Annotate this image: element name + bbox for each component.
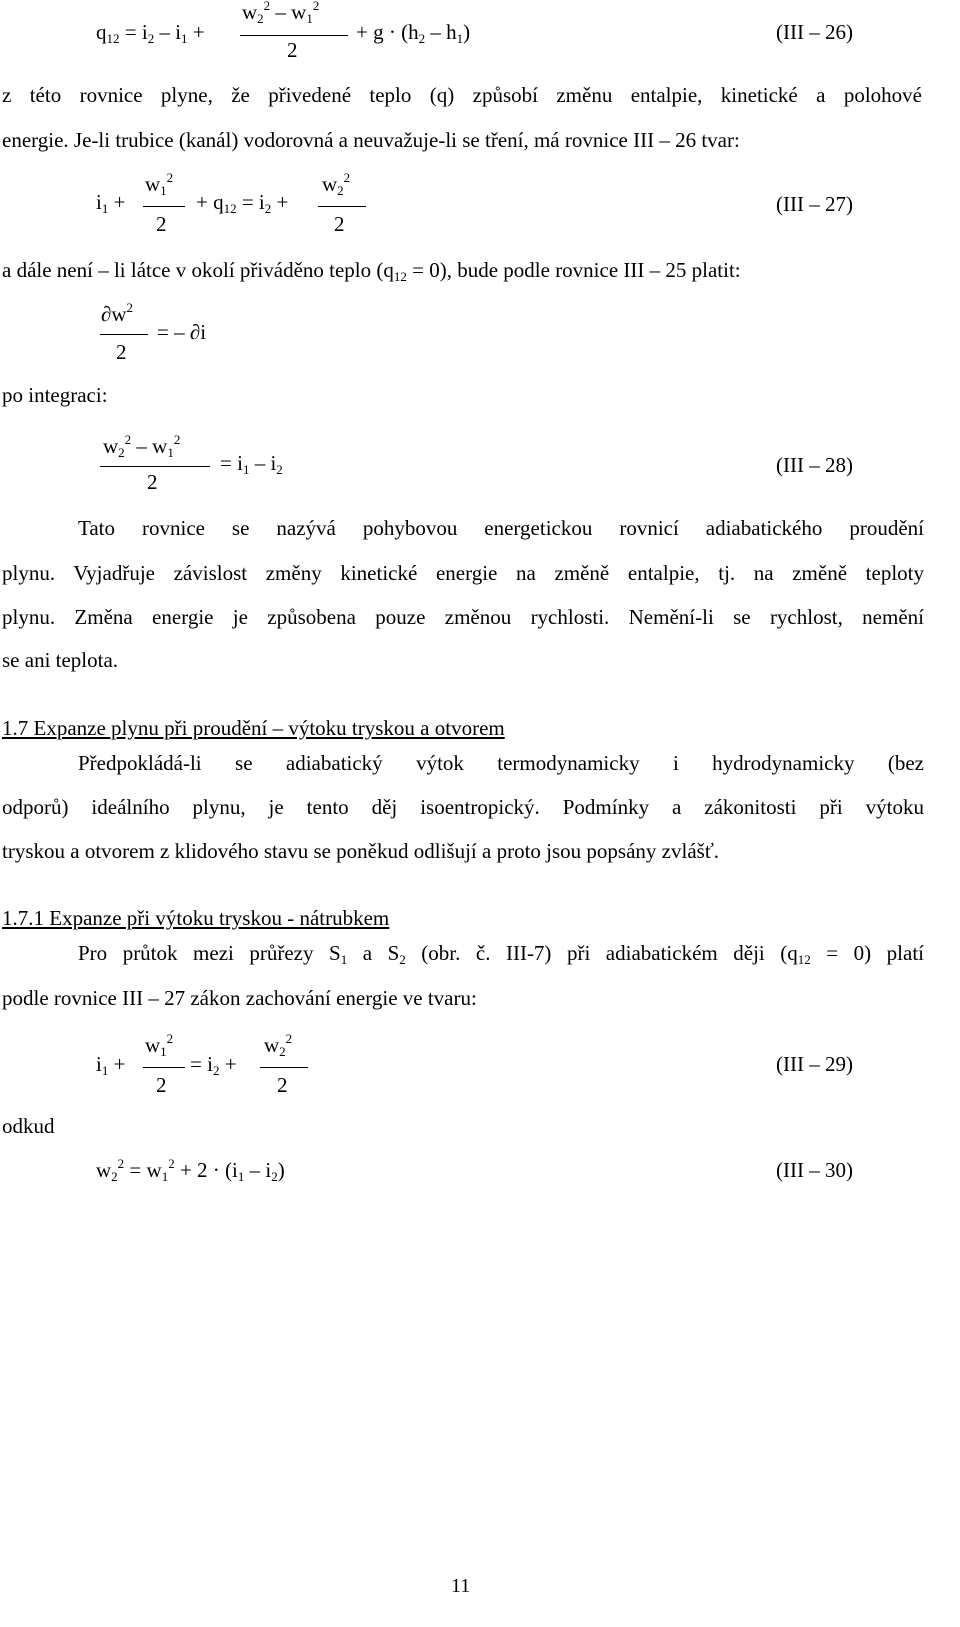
eq26-w2: w (242, 0, 258, 24)
para2-after: = 0), bude podle rovnice III – 25 platit: (406, 258, 741, 282)
eq-diff-sup: 2 (126, 300, 134, 315)
eq26-fraction-bar (240, 35, 348, 36)
eq29-w2-sub: 2 (279, 1044, 286, 1059)
eq30-w1-sub: 1 (161, 1169, 169, 1184)
po-integraci-label: po integraci: (2, 383, 108, 407)
section171-s2-sub: 2 (399, 952, 406, 967)
eq27-w2-sup: 2 (343, 170, 351, 185)
eq29-number: (III – 29) (776, 1052, 853, 1076)
eq28-w1-sup: 2 (173, 432, 181, 447)
eq26-numerator (242, 0, 319, 25)
eq28-w2: w (103, 434, 119, 458)
eq26-denominator: 2 (287, 38, 298, 62)
section171-line1 (78, 941, 924, 965)
eq27-w1-sup: 2 (166, 170, 174, 185)
eq28-minus-w1: – w (136, 434, 168, 458)
eq27-q-sub: 12 (223, 201, 237, 216)
eq29-eq-i: = i (190, 1052, 213, 1076)
eq27-fraction-bar-1 (143, 206, 185, 207)
eq28-w1-sub: 1 (167, 445, 174, 460)
section171-line2: podle rovnice III – 27 zákon zachování energie ve tvaru: (2, 986, 477, 1010)
para2-before: a dále není – li látce v okolí přiváděno teplo (q (2, 258, 394, 282)
eq26-plus: + (192, 20, 205, 44)
eq29-num1 (145, 1033, 173, 1058)
eq30-rest: + 2 · (i (174, 1158, 238, 1182)
eq30-body (96, 1158, 285, 1183)
para3-line4: se ani teplota. (2, 648, 119, 672)
eq29-w1-sup: 2 (166, 1031, 174, 1046)
eq27-num2 (322, 172, 350, 197)
eq26-h1-sub: 1 (456, 31, 464, 46)
eq29-fraction-bar-2 (260, 1067, 308, 1068)
eq26-w1-sup: 2 (312, 0, 320, 13)
eq29-den1: 2 (156, 1073, 167, 1097)
eq28-rhs (220, 451, 283, 476)
section-1-7-1-heading: 1.7.1 Expanze při výtoku tryskou - nátrubkem (2, 906, 390, 930)
eq28-eq-i: = i (220, 451, 243, 475)
section171-line1-a: Pro průtok mezi průřezy S (78, 941, 341, 965)
eq26-g-h: + g · (h (356, 20, 419, 44)
section171-line1-d: = 0) platí (810, 941, 924, 965)
eq27-w1: w (145, 172, 161, 196)
eq-diff-dw: ∂w (101, 302, 127, 326)
eq27-w2: w (322, 172, 338, 196)
eq26-w1-sub: 1 (306, 11, 313, 26)
eq26-h2-sub: 2 (418, 31, 426, 46)
eq27-den1: 2 (156, 212, 167, 236)
eq28-numerator (103, 434, 180, 459)
para2 (2, 258, 741, 282)
eq-diff-num (101, 302, 133, 327)
para1-line2: energie. Je-li trubice (kanál) vodorovná a neuvažuje-li se tření, má rovnice III – 26 tvar: (2, 128, 740, 152)
para3-line3: plynu. Změna energie je způsobena pouze změnou rychlosti. Nemění-li se rychlost, nemění (2, 605, 924, 629)
eq27-i: i (96, 190, 102, 214)
eq30-i2-sub: 2 (271, 1169, 278, 1184)
eq29-plus1: + (113, 1052, 126, 1076)
eq26-close: ) (463, 20, 471, 44)
eq29-i1 (96, 1052, 125, 1077)
section-1-7-heading: 1.7 Expanze plynu při proudění – výtoku tryskou a otvorem (2, 716, 505, 740)
eq26-w2-sub: 2 (257, 11, 264, 26)
eq26-tail (356, 20, 470, 45)
eq30-minus-i: – i (244, 1158, 272, 1182)
eq30-w2: w (96, 1158, 112, 1182)
eq26-number: (III – 26) (776, 20, 853, 44)
eq30-close: ) (277, 1158, 285, 1182)
eq28-fraction-bar (100, 466, 210, 467)
eq30-eq-w1: = w (124, 1158, 162, 1182)
eq-diff-rhs: = – ∂i (157, 320, 207, 344)
para1-line1: z této rovnice plyne, že přivedené teplo (q) způsobí změnu entalpie, kinetické a polohové (2, 83, 922, 107)
eq-diff-fraction-bar (100, 334, 148, 335)
eq30-w1-sup: 2 (168, 1156, 175, 1171)
eq28-i2-sub: 2 (276, 462, 283, 477)
section171-line1-b: a S (347, 941, 400, 965)
eq26-minus-w1: – w (275, 0, 307, 24)
eq27-mid (196, 190, 288, 215)
eq27-i1 (96, 190, 125, 215)
eq29-w1: w (145, 1033, 161, 1057)
eq26-minus-i: – i (159, 20, 182, 44)
eq27-plus1: + (113, 190, 126, 214)
section171-line1-c: (obr. č. III-7) při adiabatickém ději (q (405, 941, 798, 965)
eq26-i1-sub: 1 (181, 31, 188, 46)
eq29-i: i (96, 1052, 102, 1076)
eq29-plus2: + (224, 1052, 237, 1076)
para3-line1: Tato rovnice se nazývá pohybovou energetickou rovnicí adiabatického proudění (78, 516, 924, 540)
eq29-i2-sub: 2 (212, 1063, 220, 1078)
eq28-den: 2 (147, 470, 158, 494)
eq30-i1-sub: 1 (237, 1169, 245, 1184)
section17-line3: tryskou a otvorem z klidového stavu se poněkud odlišují a proto jsou popsány zvlášť. (2, 839, 720, 863)
para3-line2: plynu. Vyjadřuje závislost změny kinetické energie na změně entalpie, tj. na změně teploty (2, 561, 924, 585)
eq27-w2-sub: 2 (337, 183, 344, 198)
eq29-i1-sub: 1 (101, 1063, 109, 1078)
page-number: 11 (451, 1575, 471, 1597)
eq29-den2: 2 (277, 1073, 288, 1097)
eq29-w2-sup: 2 (285, 1031, 293, 1046)
eq29-w1-sub: 1 (160, 1044, 167, 1059)
eq26-w2-sup: 2 (263, 0, 271, 13)
eq27-plus2: + (276, 190, 289, 214)
eq27-w1-sub: 1 (160, 183, 167, 198)
eq26-left (96, 20, 205, 45)
eq27-q: + q (196, 190, 224, 214)
para2-sub: 12 (393, 269, 407, 284)
eq26-i2-sub: 2 (147, 31, 155, 46)
eq29-w2: w (264, 1033, 280, 1057)
eq29-num2 (264, 1033, 292, 1058)
eq30-number: (III – 30) (776, 1158, 853, 1182)
eq28-i1-sub: 1 (242, 462, 250, 477)
eq29-fraction-bar-1 (143, 1067, 185, 1068)
section171-s1-sub: 1 (340, 952, 348, 967)
eq29-mid (190, 1052, 237, 1077)
eq27-eq-i: = i (241, 190, 265, 214)
eq27-i1-sub: 1 (101, 201, 109, 216)
section171-q-sub: 12 (797, 952, 811, 967)
section17-line1: Předpokládá-li se adiabatický výtok termodynamicky i hydrodynamicky (bez (78, 751, 924, 775)
eq26-eq-i: = i (124, 20, 148, 44)
eq-diff-den: 2 (116, 340, 127, 364)
eq30-w2-sup: 2 (117, 1156, 125, 1171)
eq28-minus-i: – i (254, 451, 277, 475)
eq27-num1 (145, 172, 173, 197)
section17-line2: odporů) ideálního plynu, je tento děj isoentropický. Podmínky a zákonitosti při výtoku (2, 795, 924, 819)
odkud-label: odkud (2, 1114, 55, 1138)
eq28-number: (III – 28) (776, 453, 853, 477)
eq27-number: (III – 27) (776, 192, 853, 216)
eq26-minus-h: – h (430, 20, 457, 44)
eq26-q: q (96, 20, 107, 44)
eq27-den2: 2 (334, 212, 345, 236)
eq27-fraction-bar-2 (318, 206, 366, 207)
eq30-w2-sub: 2 (111, 1169, 118, 1184)
eq28-w2-sup: 2 (124, 432, 132, 447)
eq28-w2-sub: 2 (118, 445, 125, 460)
eq27-i2-sub: 2 (264, 201, 272, 216)
eq26-q-sub: 12 (106, 31, 120, 46)
